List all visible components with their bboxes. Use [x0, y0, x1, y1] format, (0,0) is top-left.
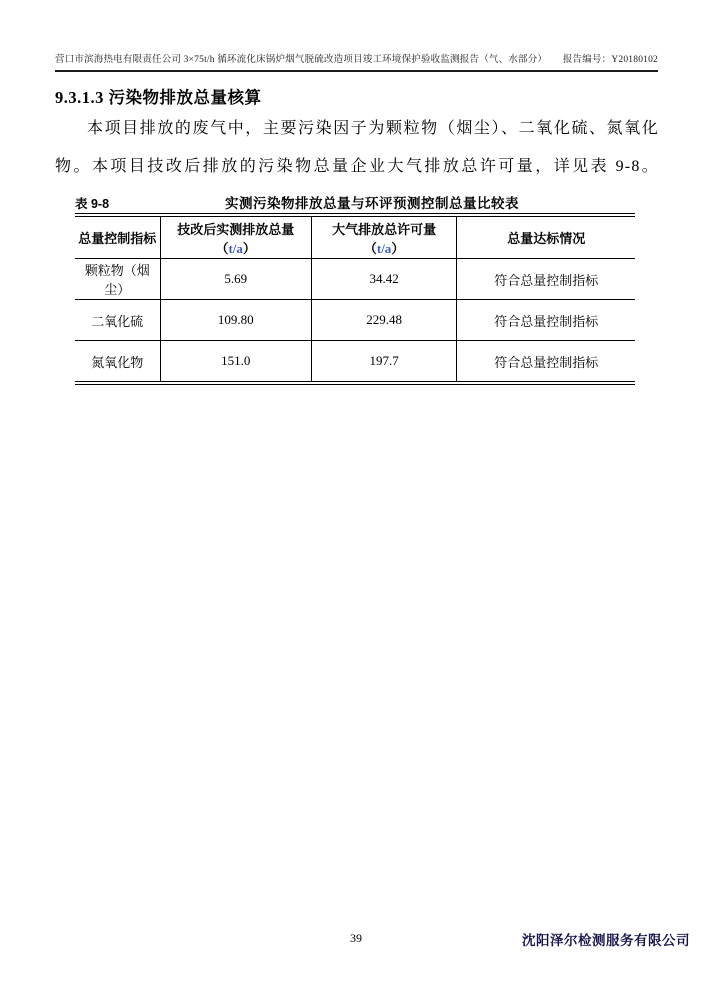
cell-status: 符合总量控制指标: [457, 259, 635, 300]
cell-permitted: 197.7: [311, 341, 457, 384]
running-header-title: 营口市滨海热电有限责任公司 3×75t/h 循环流化床锅炉烟气脱硫改造项目竣工环境保护验收监测报告（气、水部分）: [55, 55, 548, 65]
cell-indicator: 颗粒物（烟尘）: [75, 259, 160, 300]
table-caption: [75, 192, 635, 212]
cell-permitted: 229.48: [311, 300, 457, 341]
cell-measured: 109.80: [160, 300, 311, 341]
table-caption-label: 表 9-8: [75, 197, 110, 211]
table-header-row: [75, 215, 635, 259]
page-number: 39: [350, 931, 362, 945]
report-number-value: Y20180102: [611, 55, 658, 65]
report-number-label: 报告编号：: [562, 55, 612, 65]
cell-measured: 151.0: [160, 341, 311, 384]
cell-indicator: 二氧化硫: [75, 300, 160, 341]
body-paragraph: 本项目排放的废气中，主要污染因子为颗粒物（烟尘）、二氧化硫、氮氧化物。本项目技改后排放的污染物总量企业大气排放总许可量，详见表 9-8。: [55, 120, 659, 175]
unit-ta: t/a: [376, 240, 392, 256]
cell-measured: 5.69: [160, 259, 311, 300]
cell-permitted: 34.42: [311, 259, 457, 300]
table-row: [75, 300, 635, 341]
unit-ta: t/a: [228, 240, 243, 256]
report-number: [553, 51, 658, 65]
emission-totals-table: [75, 213, 635, 385]
header-cell-status: 总量达标情况: [457, 215, 635, 259]
cell-status: 符合总量控制指标: [494, 354, 599, 370]
header-cell-permitted: 大气排放总许可量（t/a）: [311, 215, 457, 259]
table-row: [75, 341, 635, 384]
section-heading: 9.3.1.3 污染物排放总量核算: [55, 88, 262, 107]
table-row: [75, 259, 635, 300]
header-cell-measured: 技改后实测排放总量（t/a）: [160, 215, 311, 259]
cell-indicator: 氮氧化物: [75, 341, 160, 384]
table-caption-title: 实测污染物排放总量与环评预测控制总量比较表: [225, 196, 520, 211]
footer-company-name: 沈阳泽尔检测服务有限公司: [522, 933, 690, 948]
header-cell-indicator: 总量控制指标: [75, 215, 160, 259]
running-header: [55, 51, 658, 72]
cell-status: 符合总量控制指标: [457, 300, 635, 341]
